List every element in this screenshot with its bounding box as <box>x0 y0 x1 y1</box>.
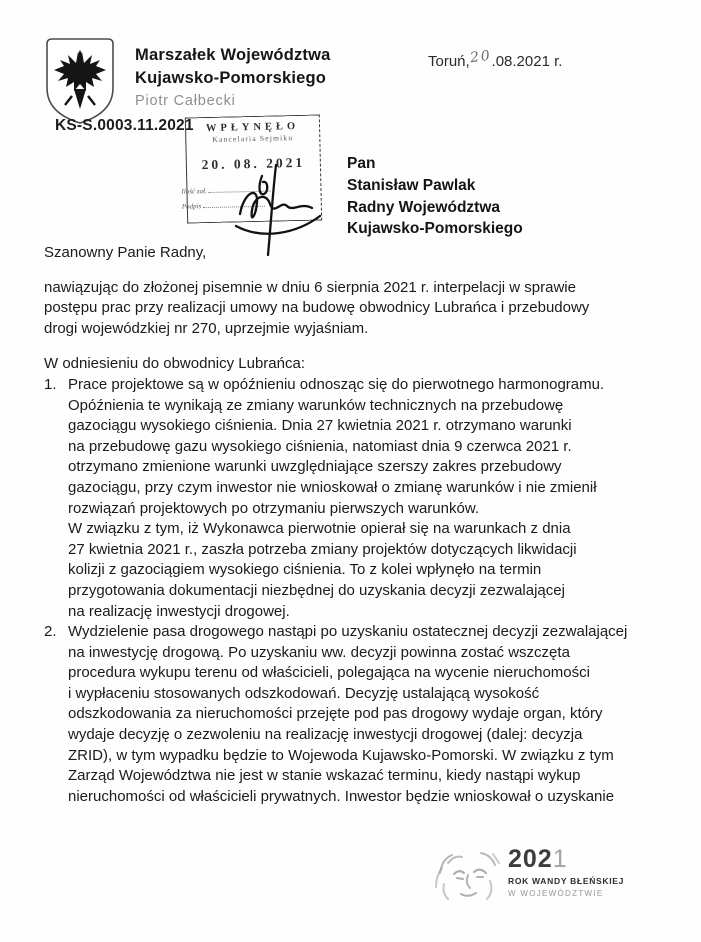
intro-paragraph <box>44 278 690 340</box>
body-line: przygotowania dokumentacji niezbędnej do uzyskania decyzji zezwalającej <box>68 581 565 599</box>
section-heading: W odniesieniu do obwodnicy Lubrańca: <box>44 355 305 373</box>
footer-campaign-line2: W WOJEWÓDZTWIE <box>508 889 604 898</box>
numbered-item-1 <box>44 375 690 622</box>
stamp-signature-label: Podpis <box>181 202 202 211</box>
stamp-date: 20. 08. 2021 <box>201 154 306 173</box>
coat-of-arms-icon <box>44 36 116 126</box>
body-line: drogi wojewódzkiej nr 270, uprzejmie wyjaśniam. <box>44 319 369 337</box>
signer-name: Piotr Całbecki <box>135 93 236 109</box>
body-line: wydaje decyzję o zezwoleniu na realizację inwestycji drogowej (dalej: decyzja <box>68 726 583 744</box>
body-line: i wypłaceniu stosowanych odszkodowań. Decyzję ustalającą wysokość <box>68 684 540 702</box>
item-number: 1. <box>44 375 57 393</box>
recipient-line: Stanisław Pawlak <box>347 176 476 194</box>
body-line: ZRID), w tym wypadku będzie to Wojewoda Kujawsko-Pomorski. W związku z tym <box>68 746 614 764</box>
recipient-line: Kujawsko-Pomorskiego <box>347 220 523 238</box>
stamp-title: WPŁYNĘŁO <box>205 120 300 135</box>
footer-campaign-logo <box>508 847 624 898</box>
body-line: Wydzielenie pasa drogowego nastąpi po uzyskaniu ostatecznej decyzji zezwalającej <box>68 623 628 641</box>
letterhead-org-line1: Marszałek Województwa <box>135 46 331 64</box>
place-label: Toruń, <box>428 53 470 70</box>
reference-number: KS-S.0003.11.2021 <box>55 117 194 134</box>
recipient-line: Radny Województwa <box>347 198 501 216</box>
stamp-attachments-label: Ilość zał. <box>181 187 207 196</box>
letterhead <box>135 44 331 109</box>
body-line: rozwiązań projektowych po otrzymaniu pierwszych warunków. <box>68 499 480 517</box>
body-line: Zarząd Województwa nie jest w stanie wskazać terminu, kiedy nastąpi wykup <box>68 767 581 785</box>
salutation: Szanowny Panie Radny, <box>44 244 207 261</box>
footer-year-light: 1 <box>552 845 568 873</box>
body-line: Opóźnienia te wynikają ze zmiany warunków technicznych na przebudowę <box>68 396 564 414</box>
recipient-line: Pan <box>347 155 376 172</box>
date-suffix: .08.2021 r. <box>491 53 563 70</box>
stamp-office: Kancelaria Sejmiku <box>212 133 294 144</box>
body-line: gazociągu wysokiego ciśnienia. Dnia 27 kwietnia 2021 r. otrzymano warunki <box>68 417 572 435</box>
body-line: procedura wykupu terenu od właścicieli, polegająca na wycenie nieruchomości <box>68 664 590 682</box>
handwritten-day: 20 <box>468 47 493 67</box>
recipient-block <box>347 153 523 240</box>
body-line: 27 kwietnia 2021 r., zaszła potrzeba zmiany projektów dotyczących likwidacji <box>68 540 577 558</box>
letter-body <box>44 243 690 807</box>
body-line: na inwestycję drogową. Po uzyskaniu ww. decyzji powinna zostać wszczęta <box>68 643 570 661</box>
letterhead-org-line2: Kujawsko-Pomorskiego <box>135 69 327 87</box>
body-line: nawiązując do złożonej pisemnie w dniu 6 sierpnia 2021 r. interpelacji w sprawie <box>44 278 576 296</box>
item-text <box>68 375 690 622</box>
footer-year <box>508 847 624 872</box>
dateline <box>428 47 563 70</box>
body-line: W związku z tym, iż Wykonawca pierwotnie opierał się na warunkach z dnia <box>68 520 571 538</box>
body-line: gazociągu, przy czym inwestor nie wnioskował o zmianę warunków i nie zmienił <box>68 478 597 496</box>
body-line: odszkodowania za nieruchomości przejęte pod pas drogowy wydaje organ, który <box>68 705 603 723</box>
item-number: 2. <box>44 623 57 641</box>
body-line: postępu prac przy realizacji umowy na budowę obwodnicy Lubrańca i przebudowy <box>44 299 590 317</box>
numbered-item-2 <box>44 622 690 807</box>
wanda-blenska-portrait-sketch-icon <box>433 847 503 905</box>
body-line: na przebudowę gazu wysokiego ciśnienia, natomiast dnia 9 czerwca 2021 r. <box>68 437 572 455</box>
body-line: nieruchomości od właścicieli prywatnych. Inwestor będzie wnioskował o uzyskanie <box>68 787 615 805</box>
footer-campaign-line1: ROK WANDY BŁEŃSKIEJ <box>508 876 625 886</box>
body-line: na realizację inwestycji drogowej. <box>68 602 290 620</box>
footer-year-dark: 202 <box>508 845 553 873</box>
body-line: otrzymano zmienione warunki uwzględniające szerszy zakres przebudowy <box>68 458 562 476</box>
body-line: kolizji z gazociągiem wysokiego ciśnienia. To z kolei wpłynęło na termin <box>68 561 542 579</box>
body-line: Prace projektowe są w opóźnieniu odnosząc się do pierwotnego harmonogramu. <box>68 375 605 393</box>
item-text <box>68 622 690 807</box>
